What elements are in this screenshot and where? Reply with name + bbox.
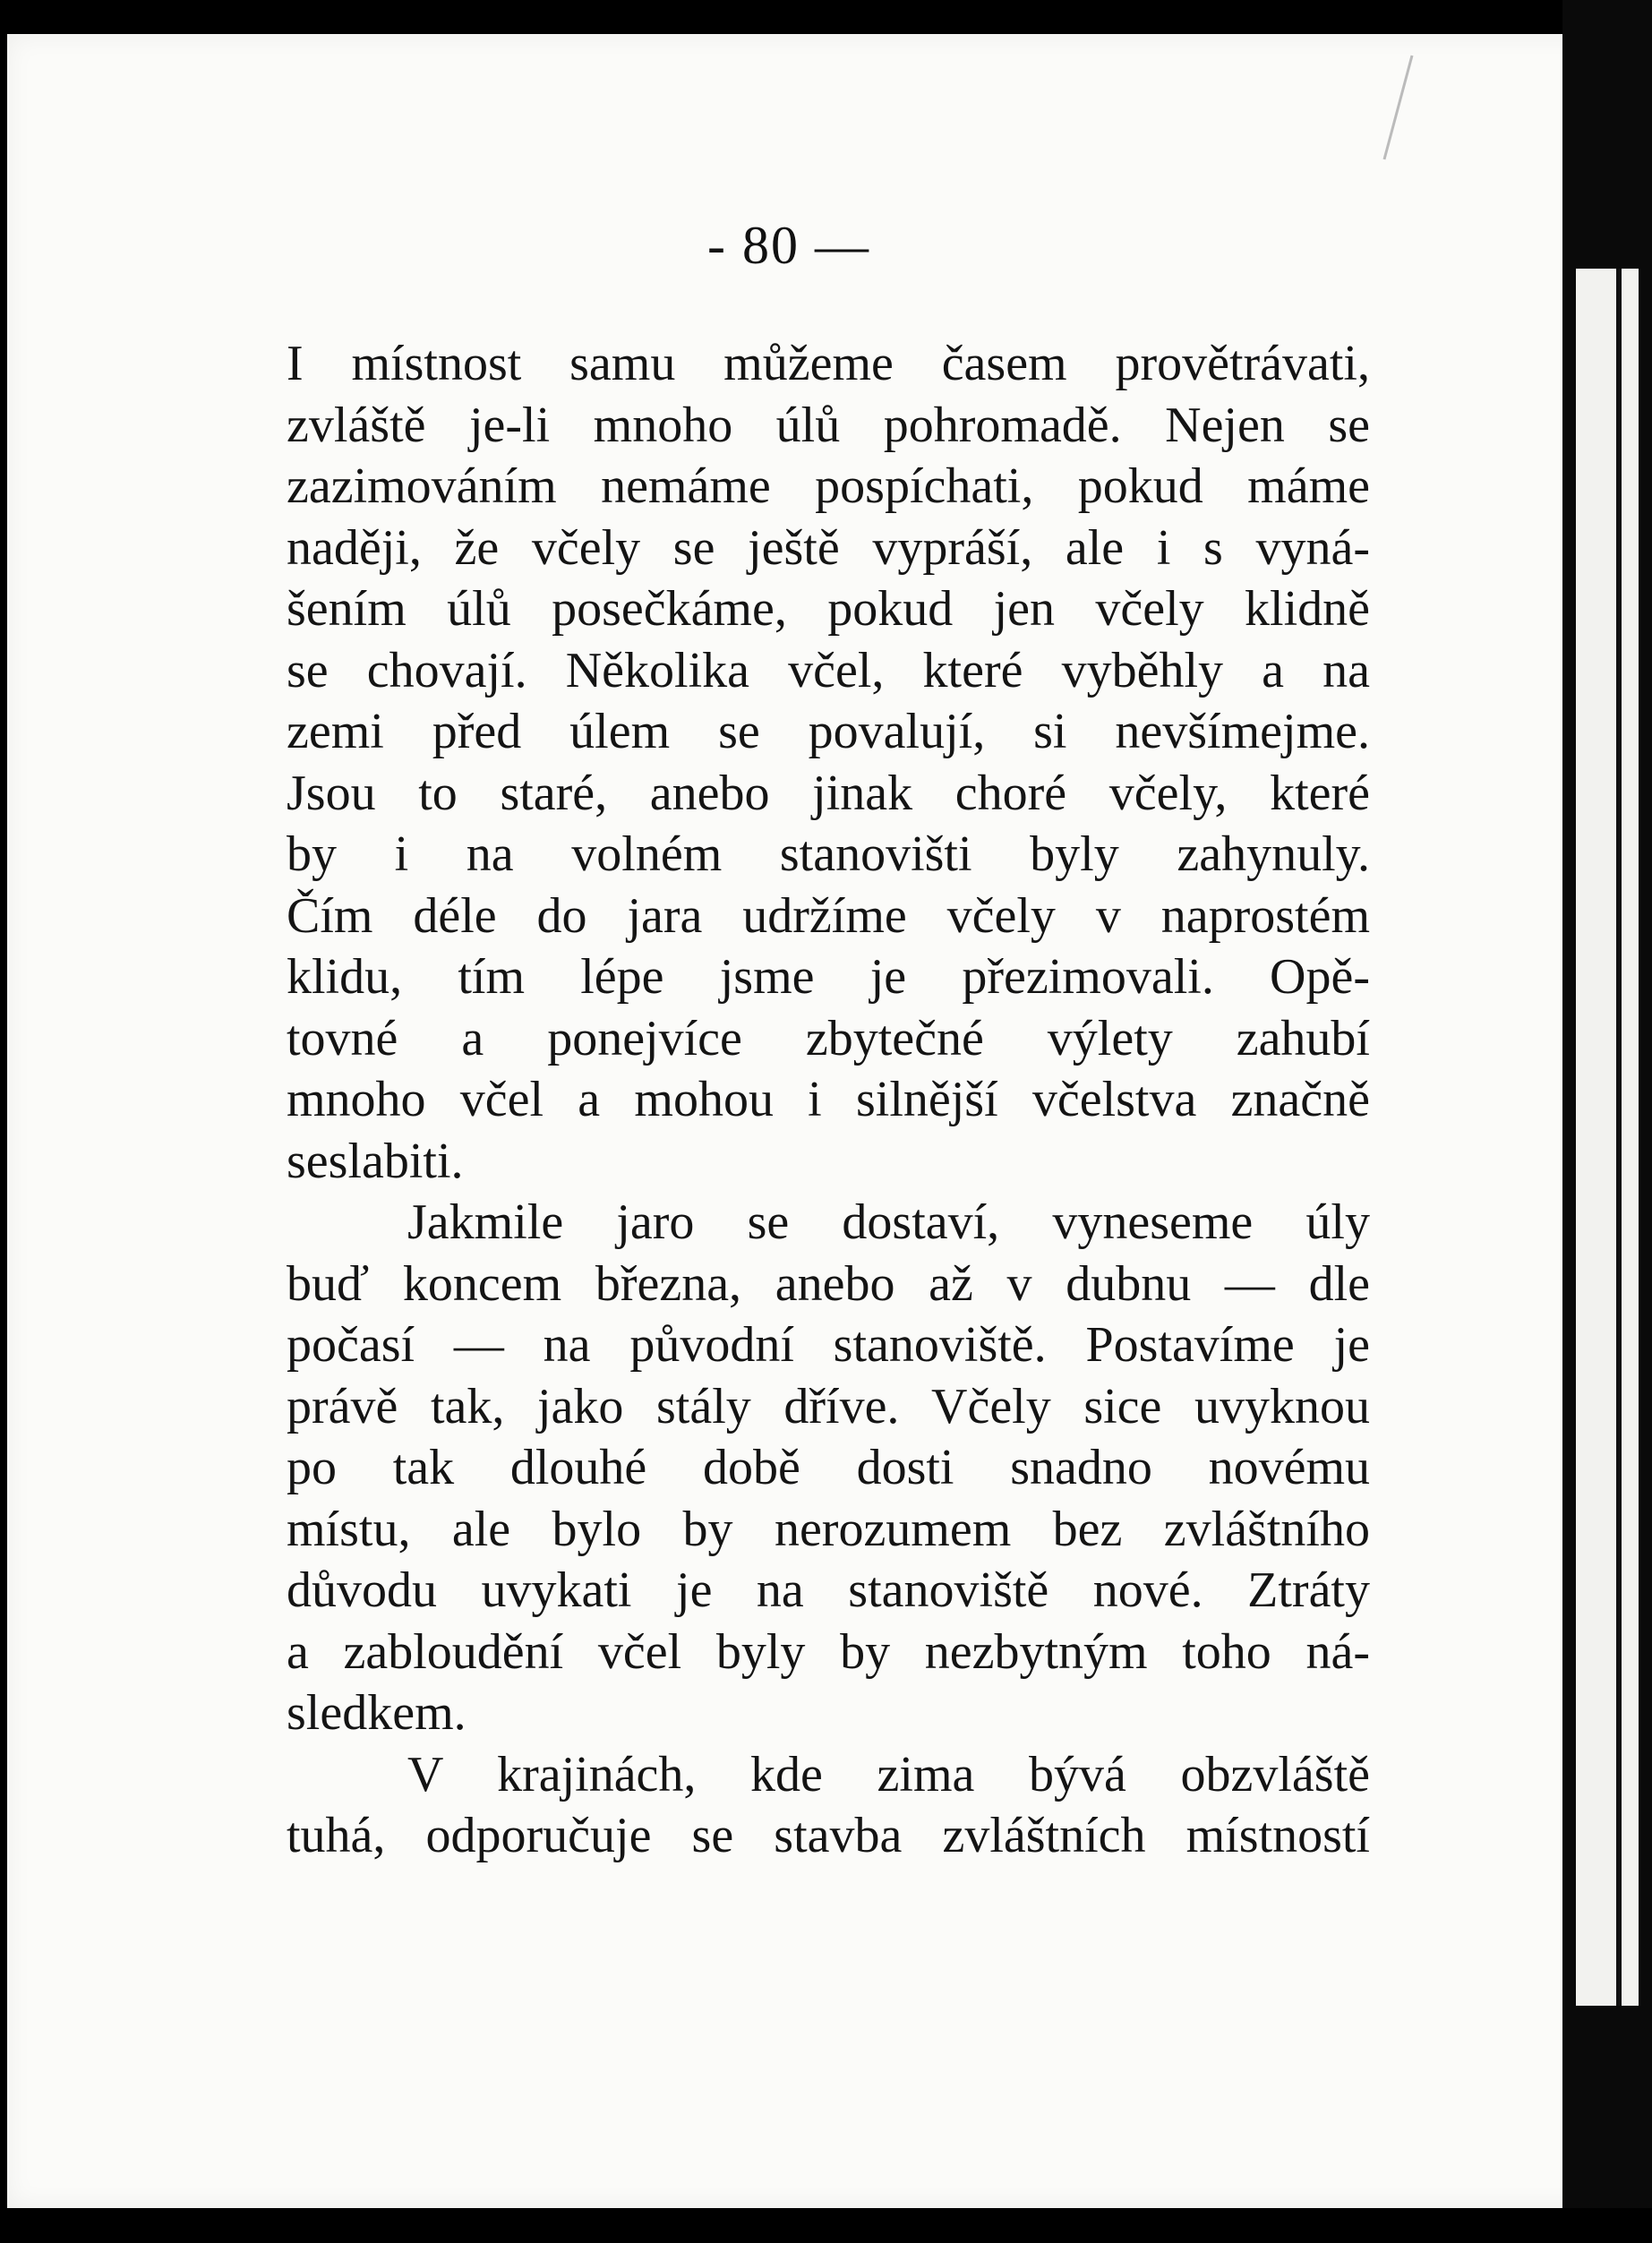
text-line: po tak dlouhé době dosti snadno novému — [287, 1440, 1370, 1495]
text-line: Čím déle do jara udržíme včely v naprostém — [287, 887, 1370, 944]
text-line: se chovají. Několika včel, které vyběhly a na — [287, 642, 1370, 698]
text-line: naději, že včely se ještě vypráší, ale i s vyná- — [287, 519, 1370, 576]
text-line: zazimováním nemáme pospíchati, pokud máme — [287, 458, 1370, 514]
text-line: tuhá, odporučuje se stavba zvláštních místností — [287, 1808, 1370, 1863]
text-line: důvodu uvykati je na stanoviště nové. Ztráty — [287, 1562, 1370, 1618]
text-line: a zabloudění včel byly by nezbytným toho ná- — [287, 1623, 1370, 1680]
text-line: tovné a ponejvíce zbytečné výlety zahubí — [287, 1010, 1370, 1066]
text-line: zvláště je-li mnoho úlů pohromadě. Nejen se — [287, 397, 1370, 453]
text-line: sledkem. — [287, 1685, 466, 1741]
text-line: V krajinách, kde zima bývá obzvláště — [407, 1746, 1370, 1802]
text-line: právě tak, jako stály dříve. Včely sice uvyknou — [287, 1378, 1370, 1434]
text-line: počasí — na původní stanoviště. Postavíme je — [287, 1317, 1370, 1373]
body-text — [287, 333, 1370, 1867]
text-line: zemi před úlem se povalují, si nevšímejme. — [287, 704, 1370, 759]
text-line: Jakmile jaro se dostaví, vyneseme úly — [407, 1194, 1370, 1250]
text-line: Jsou to staré, anebo jinak choré včely, které — [287, 765, 1370, 821]
text-line: klidu, tím lépe jsme je přezimovali. Opě- — [287, 949, 1370, 1005]
text-line: by i na volném stanovišti byly zahynuly. — [287, 826, 1370, 882]
text-line: buď koncem března, anebo až v dubnu — dle — [287, 1255, 1370, 1312]
page-number: - 80 — — [707, 216, 870, 275]
scan-top-border — [0, 0, 1652, 34]
scan-bottom-border — [0, 2208, 1652, 2243]
text-line: místu, ale bylo by nerozumem bez zvláštního — [287, 1501, 1370, 1557]
binding-line — [1616, 269, 1622, 2006]
text-line: seslabiti. — [287, 1133, 464, 1189]
text-line: šením úlů posečkáme, pokud jen včely klidně — [287, 581, 1370, 637]
adjacent-page-edge — [1576, 269, 1639, 2006]
text-line: I místnost samu můžeme časem provětrávati, — [287, 336, 1370, 391]
text-line: mnoho včel a mohou i silnější včelstva značně — [287, 1072, 1370, 1127]
